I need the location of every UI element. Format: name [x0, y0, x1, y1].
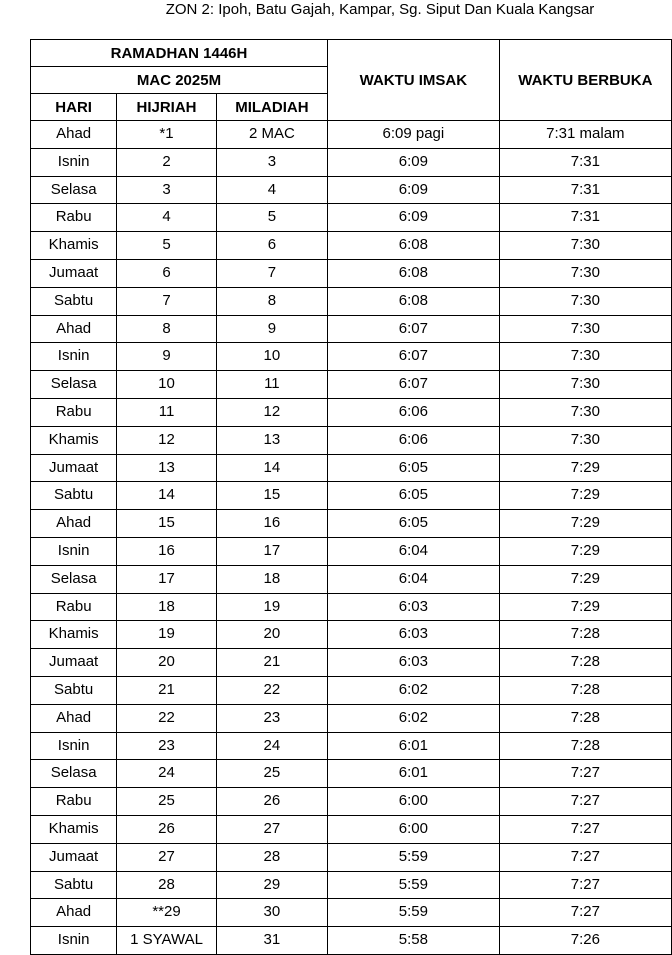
- berbuka-cell: 7:30: [499, 426, 671, 454]
- hari-cell: Ahad: [31, 704, 117, 732]
- imsak-cell: 6:08: [328, 232, 500, 260]
- miladiah-cell: 9: [216, 315, 327, 343]
- hijriah-cell: 7: [117, 287, 216, 315]
- imsak-cell: 6:06: [328, 426, 500, 454]
- berbuka-cell: 7:30: [499, 315, 671, 343]
- berbuka-cell: 7:29: [499, 565, 671, 593]
- berbuka-cell: 7:31: [499, 176, 671, 204]
- miladiah-cell: 14: [216, 454, 327, 482]
- table-row: [31, 565, 672, 593]
- berbuka-cell: 7:30: [499, 287, 671, 315]
- table-row: [31, 454, 672, 482]
- miladiah-cell: 19: [216, 593, 327, 621]
- berbuka-cell: 7:30: [499, 398, 671, 426]
- hijriah-cell: 9: [117, 343, 216, 371]
- imsak-cell: 6:05: [328, 454, 500, 482]
- hijriah-cell: 3: [117, 176, 216, 204]
- miladiah-cell: 27: [216, 815, 327, 843]
- miladiah-header: MILADIAH: [216, 94, 327, 121]
- hari-cell: Khamis: [31, 232, 117, 260]
- imsak-cell: 6:09: [328, 148, 500, 176]
- hijriah-cell: 20: [117, 649, 216, 677]
- table-row: [31, 760, 672, 788]
- table-row: [31, 621, 672, 649]
- berbuka-cell: 7:27: [499, 899, 671, 927]
- miladiah-cell: 5: [216, 204, 327, 232]
- imsak-cell: 6:05: [328, 482, 500, 510]
- imsak-cell: 6:08: [328, 259, 500, 287]
- miladiah-cell: 12: [216, 398, 327, 426]
- table-row: [31, 482, 672, 510]
- imsak-cell: 6:08: [328, 287, 500, 315]
- hijriah-cell: 28: [117, 871, 216, 899]
- berbuka-cell: 7:30: [499, 343, 671, 371]
- miladiah-cell: 18: [216, 565, 327, 593]
- miladiah-cell: 17: [216, 537, 327, 565]
- hari-cell: Isnin: [31, 343, 117, 371]
- miladiah-cell: 16: [216, 510, 327, 538]
- imsak-cell: 6:04: [328, 565, 500, 593]
- miladiah-cell: 23: [216, 704, 327, 732]
- imsak-cell: 6:01: [328, 732, 500, 760]
- ramadhan-year-header: RAMADHAN 1446H: [31, 40, 328, 67]
- table-row: [31, 732, 672, 760]
- hijriah-cell: 22: [117, 704, 216, 732]
- zone-title: ZON 2: Ipoh, Batu Gajah, Kampar, Sg. Siput Dan Kuala Kangsar: [165, 1, 595, 18]
- hijriah-cell: 10: [117, 371, 216, 399]
- berbuka-cell: 7:27: [499, 815, 671, 843]
- table-row: [31, 343, 672, 371]
- hijriah-cell: 6: [117, 259, 216, 287]
- imsak-cell: 5:59: [328, 843, 500, 871]
- berbuka-cell: 7:28: [499, 732, 671, 760]
- hijriah-cell: 21: [117, 676, 216, 704]
- miladiah-cell: 22: [216, 676, 327, 704]
- berbuka-cell: 7:29: [499, 537, 671, 565]
- table-row: [31, 259, 672, 287]
- berbuka-cell: 7:29: [499, 593, 671, 621]
- table-row: [31, 232, 672, 260]
- table-row: [31, 537, 672, 565]
- imsak-cell: 6:03: [328, 593, 500, 621]
- miladiah-cell: 21: [216, 649, 327, 677]
- imsak-cell: 5:58: [328, 927, 500, 955]
- hijriah-cell: 26: [117, 815, 216, 843]
- miladiah-cell: 25: [216, 760, 327, 788]
- table-row: [31, 927, 672, 955]
- miladiah-cell: 6: [216, 232, 327, 260]
- hijriah-cell: 4: [117, 204, 216, 232]
- imsak-cell: 6:03: [328, 621, 500, 649]
- imsak-cell: 6:07: [328, 315, 500, 343]
- hari-cell: Selasa: [31, 565, 117, 593]
- imsak-cell: 6:05: [328, 510, 500, 538]
- imsak-cell: 6:09: [328, 176, 500, 204]
- miladiah-cell: 10: [216, 343, 327, 371]
- waktu-berbuka-header: WAKTU BERBUKA: [499, 40, 671, 121]
- table-row: [31, 704, 672, 732]
- hari-cell: Sabtu: [31, 676, 117, 704]
- hari-header: HARI: [31, 94, 117, 121]
- hari-cell: Ahad: [31, 315, 117, 343]
- hijriah-cell: 5: [117, 232, 216, 260]
- berbuka-cell: 7:27: [499, 760, 671, 788]
- hari-cell: Khamis: [31, 815, 117, 843]
- miladiah-cell: 7: [216, 259, 327, 287]
- table-row: [31, 287, 672, 315]
- imsak-cell: 6:01: [328, 760, 500, 788]
- hari-cell: Sabtu: [31, 482, 117, 510]
- berbuka-cell: 7:28: [499, 676, 671, 704]
- miladiah-cell: 28: [216, 843, 327, 871]
- hari-cell: Jumaat: [31, 454, 117, 482]
- hijriah-cell: 15: [117, 510, 216, 538]
- hari-cell: Khamis: [31, 621, 117, 649]
- berbuka-cell: 7:30: [499, 259, 671, 287]
- hari-cell: Isnin: [31, 927, 117, 955]
- miladiah-cell: 3: [216, 148, 327, 176]
- hari-cell: Isnin: [31, 732, 117, 760]
- miladiah-cell: 4: [216, 176, 327, 204]
- table-row: [31, 788, 672, 816]
- hijriah-header: HIJRIAH: [117, 94, 216, 121]
- hijriah-cell: 1 SYAWAL: [117, 927, 216, 955]
- hijriah-cell: 11: [117, 398, 216, 426]
- table-row: [31, 593, 672, 621]
- table-row: [31, 426, 672, 454]
- hari-cell: Jumaat: [31, 649, 117, 677]
- table-row: [31, 871, 672, 899]
- berbuka-cell: 7:30: [499, 371, 671, 399]
- table-row: [31, 148, 672, 176]
- berbuka-cell: 7:31: [499, 204, 671, 232]
- hari-cell: Isnin: [31, 537, 117, 565]
- berbuka-cell: 7:31: [499, 148, 671, 176]
- miladiah-cell: 13: [216, 426, 327, 454]
- miladiah-cell: 11: [216, 371, 327, 399]
- waktu-imsak-header: WAKTU IMSAK: [328, 40, 500, 121]
- miladiah-cell: 29: [216, 871, 327, 899]
- hijriah-cell: 14: [117, 482, 216, 510]
- table-row: [31, 899, 672, 927]
- imsak-cell: 6:07: [328, 343, 500, 371]
- table-row: [31, 649, 672, 677]
- hijriah-cell: 16: [117, 537, 216, 565]
- hijriah-cell: 12: [117, 426, 216, 454]
- imsak-cell: 6:00: [328, 788, 500, 816]
- berbuka-cell: 7:29: [499, 482, 671, 510]
- hijriah-cell: 27: [117, 843, 216, 871]
- table-row: [31, 121, 672, 149]
- miladiah-cell: 26: [216, 788, 327, 816]
- hari-cell: Sabtu: [31, 871, 117, 899]
- hijriah-cell: **29: [117, 899, 216, 927]
- hari-cell: Rabu: [31, 788, 117, 816]
- imsak-cell: 6:02: [328, 704, 500, 732]
- hari-cell: Selasa: [31, 760, 117, 788]
- berbuka-cell: 7:31 malam: [499, 121, 671, 149]
- schedule-body: [31, 121, 672, 955]
- berbuka-cell: 7:28: [499, 704, 671, 732]
- hijriah-cell: 24: [117, 760, 216, 788]
- hari-cell: Ahad: [31, 510, 117, 538]
- imsak-cell: 6:09: [328, 204, 500, 232]
- hari-cell: Sabtu: [31, 287, 117, 315]
- month-year-header: MAC 2025M: [31, 67, 328, 94]
- berbuka-cell: 7:27: [499, 871, 671, 899]
- hari-cell: Isnin: [31, 148, 117, 176]
- table-row: [31, 315, 672, 343]
- berbuka-cell: 7:30: [499, 232, 671, 260]
- hijriah-cell: 23: [117, 732, 216, 760]
- miladiah-cell: 8: [216, 287, 327, 315]
- table-row: [31, 843, 672, 871]
- hari-cell: Jumaat: [31, 843, 117, 871]
- hijriah-cell: 25: [117, 788, 216, 816]
- imsak-cell: 5:59: [328, 899, 500, 927]
- imsak-cell: 5:59: [328, 871, 500, 899]
- table-row: [31, 676, 672, 704]
- hari-cell: Rabu: [31, 593, 117, 621]
- hijriah-cell: 17: [117, 565, 216, 593]
- berbuka-cell: 7:29: [499, 510, 671, 538]
- miladiah-cell: 30: [216, 899, 327, 927]
- hijriah-cell: 18: [117, 593, 216, 621]
- hari-cell: Ahad: [31, 899, 117, 927]
- berbuka-cell: 7:27: [499, 788, 671, 816]
- table-row: [31, 815, 672, 843]
- hijriah-cell: 13: [117, 454, 216, 482]
- table-row: [31, 204, 672, 232]
- berbuka-cell: 7:28: [499, 621, 671, 649]
- berbuka-cell: 7:29: [499, 454, 671, 482]
- hijriah-cell: *1: [117, 121, 216, 149]
- imsak-cell: 6:02: [328, 676, 500, 704]
- imsak-cell: 6:04: [328, 537, 500, 565]
- table-row: [31, 371, 672, 399]
- imsak-cell: 6:00: [328, 815, 500, 843]
- berbuka-cell: 7:28: [499, 649, 671, 677]
- imsak-berbuka-table: [30, 39, 672, 955]
- miladiah-cell: 24: [216, 732, 327, 760]
- imsak-cell: 6:09 pagi: [328, 121, 500, 149]
- imsak-cell: 6:06: [328, 398, 500, 426]
- table-row: [31, 398, 672, 426]
- miladiah-cell: 2 MAC: [216, 121, 327, 149]
- imsak-cell: 6:07: [328, 371, 500, 399]
- hijriah-cell: 8: [117, 315, 216, 343]
- hari-cell: Khamis: [31, 426, 117, 454]
- berbuka-cell: 7:26: [499, 927, 671, 955]
- berbuka-cell: 7:27: [499, 843, 671, 871]
- table-row: [31, 176, 672, 204]
- header-row-ramadhan: [31, 40, 672, 67]
- miladiah-cell: 31: [216, 927, 327, 955]
- table-row: [31, 510, 672, 538]
- hari-cell: Ahad: [31, 121, 117, 149]
- hijriah-cell: 2: [117, 148, 216, 176]
- hari-cell: Rabu: [31, 398, 117, 426]
- hari-cell: Jumaat: [31, 259, 117, 287]
- hari-cell: Rabu: [31, 204, 117, 232]
- imsak-cell: 6:03: [328, 649, 500, 677]
- hari-cell: Selasa: [31, 371, 117, 399]
- hari-cell: Selasa: [31, 176, 117, 204]
- hijriah-cell: 19: [117, 621, 216, 649]
- miladiah-cell: 15: [216, 482, 327, 510]
- miladiah-cell: 20: [216, 621, 327, 649]
